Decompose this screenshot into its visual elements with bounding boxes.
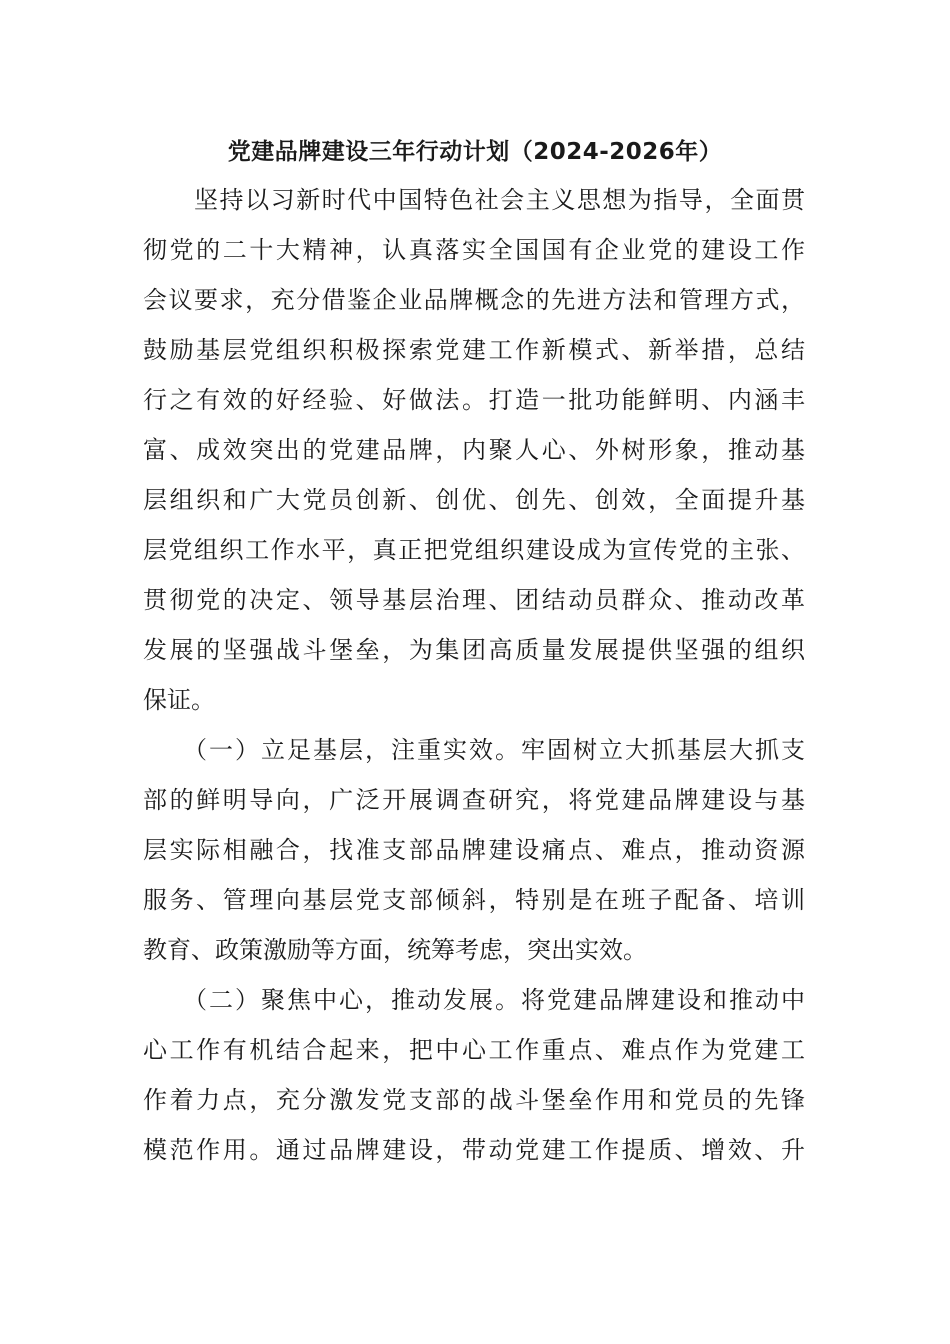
text-line: 层实际相融合，找准支部品牌建设痛点、难点，推动资源 bbox=[143, 836, 805, 864]
text-line: 教育、政策激励等方面，统筹考虑，突出实效。 bbox=[143, 936, 647, 964]
text-line: 鼓励基层党组织积极探索党建工作新模式、新举措，总结 bbox=[143, 336, 805, 364]
text-line: 作着力点，充分激发党支部的战斗堡垒作用和党员的先锋 bbox=[143, 1086, 805, 1114]
text-line: 保证。 bbox=[143, 686, 215, 714]
document-title: 党建品牌建设三年行动计划（2024-2026年） bbox=[227, 139, 723, 165]
text-line: 会议要求，充分借鉴企业品牌概念的先进方法和管理方式， bbox=[143, 286, 805, 314]
text-line: 贯彻党的决定、领导基层治理、团结动员群众、推动改革 bbox=[143, 586, 805, 614]
text-line: 层组织和广大党员创新、创优、创先、创效，全面提升基 bbox=[143, 486, 805, 514]
text-line: （二）聚焦中心，推动发展。将党建品牌建设和推动中 bbox=[143, 986, 805, 1014]
text-line: 部的鲜明导向，广泛开展调查研究，将党建品牌建设与基 bbox=[143, 786, 805, 814]
text-line: 彻党的二十大精神，认真落实全国国有企业党的建设工作 bbox=[143, 236, 805, 264]
text-line: 发展的坚强战斗堡垒，为集团高质量发展提供坚强的组织 bbox=[143, 636, 805, 664]
text-line: 心工作有机结合起来，把中心工作重点、难点作为党建工 bbox=[143, 1036, 805, 1064]
text-line: （一）立足基层，注重实效。牢固树立大抓基层大抓支 bbox=[143, 736, 805, 764]
text-line: 模范作用。通过品牌建设，带动党建工作提质、增效、升 bbox=[143, 1136, 805, 1164]
text-line: 层党组织工作水平，真正把党组织建设成为宣传党的主张、 bbox=[143, 536, 805, 564]
text-line: 坚持以习新时代中国特色社会主义思想为指导，全面贯 bbox=[143, 186, 805, 214]
text-line: 服务、管理向基层党支部倾斜，特别是在班子配备、培训 bbox=[143, 886, 805, 914]
text-line: 富、成效突出的党建品牌，内聚人心、外树形象，推动基 bbox=[143, 436, 805, 464]
text-line: 行之有效的好经验、好做法。打造一批功能鲜明、内涵丰 bbox=[143, 386, 805, 414]
